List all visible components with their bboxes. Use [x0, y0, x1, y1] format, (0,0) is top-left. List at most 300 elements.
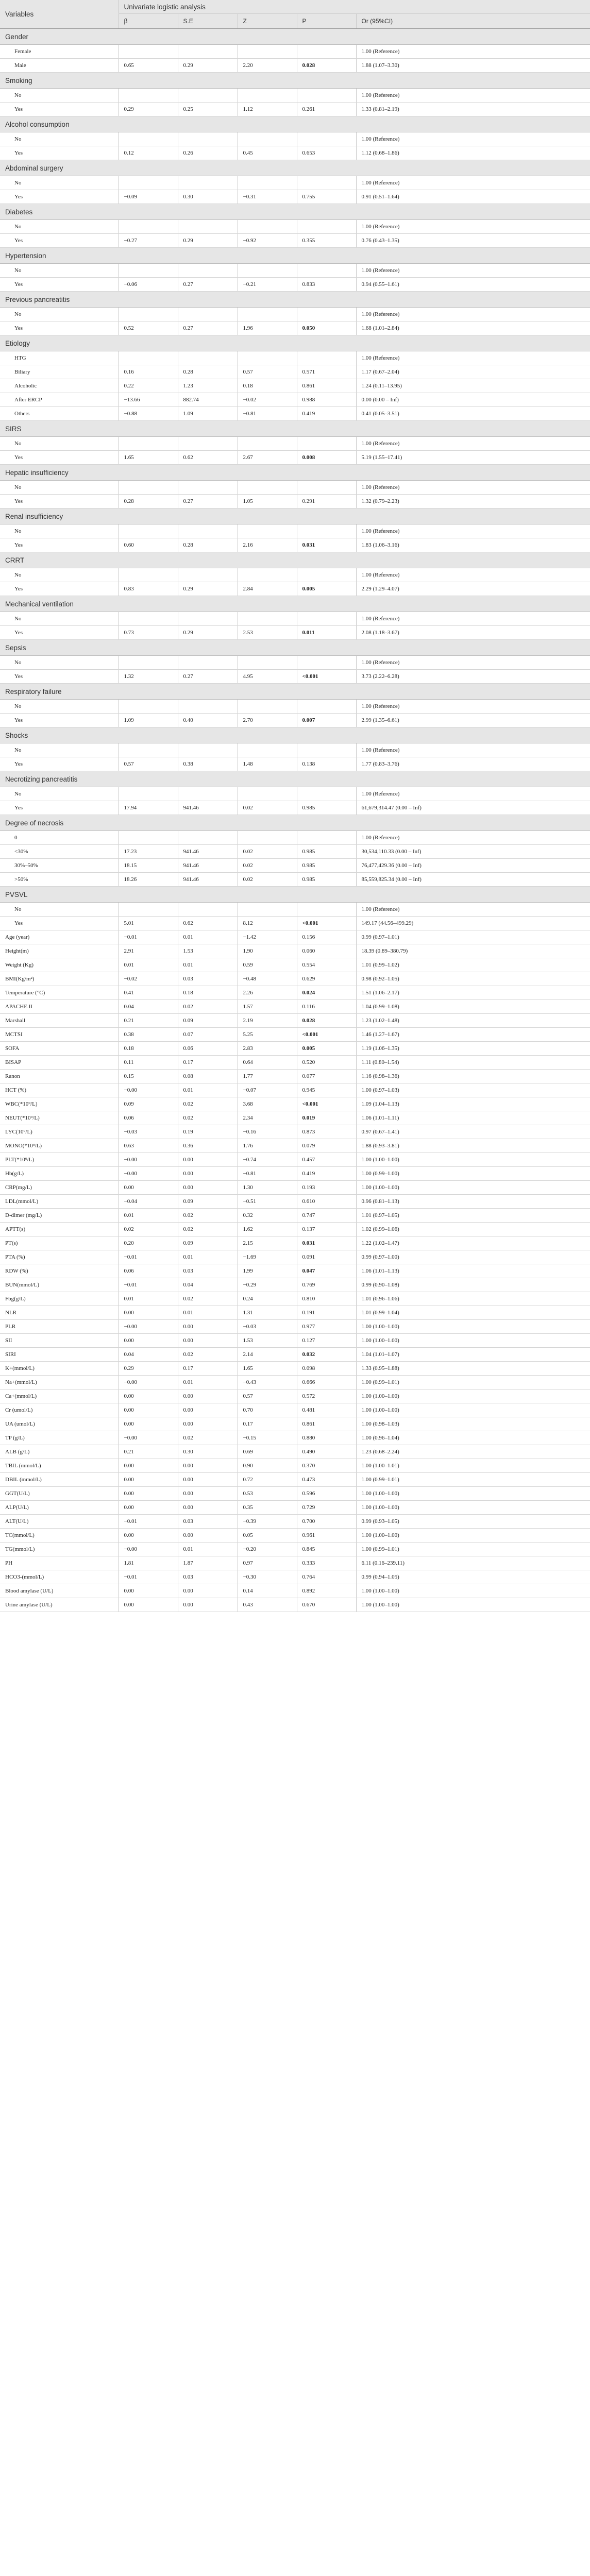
se-cell: 0.40	[178, 714, 238, 727]
z-cell: 0.90	[238, 1459, 297, 1473]
p-value-cell: 0.077	[297, 1070, 356, 1083]
se-cell: 0.00	[178, 1167, 238, 1181]
z-cell: 4.95	[238, 670, 297, 684]
p-value-cell: 0.892	[297, 1584, 356, 1598]
p-value-cell: 0.700	[297, 1515, 356, 1529]
z-cell: 0.70	[238, 1403, 297, 1417]
or-ci-cell: 1.00 (0.98–1.03)	[356, 1417, 590, 1431]
variable-label: TC(mmol/L)	[0, 1529, 119, 1543]
beta-cell: −0.06	[119, 278, 178, 292]
variable-label: Yes	[0, 801, 119, 815]
se-cell: 0.62	[178, 917, 238, 930]
p-value-cell: 0.596	[297, 1487, 356, 1501]
variable-label: SOFA	[0, 1042, 119, 1056]
beta-cell	[119, 264, 178, 278]
table-row	[0, 831, 590, 845]
z-cell: 0.97	[238, 1556, 297, 1570]
se-cell: 0.01	[178, 958, 238, 972]
z-cell: 0.43	[238, 1598, 297, 1612]
se-cell: 0.09	[178, 1236, 238, 1250]
or-ci-cell: 1.00 (Reference)	[356, 787, 590, 801]
table-row	[0, 1320, 590, 1334]
z-cell: 8.12	[238, 917, 297, 930]
z-cell: −0.30	[238, 1570, 297, 1584]
se-cell	[178, 89, 238, 103]
p-value-cell: 0.031	[297, 538, 356, 552]
or-ci-cell: 1.01 (0.97–1.05)	[356, 1209, 590, 1223]
se-cell: 0.09	[178, 1014, 238, 1028]
variable-label: No	[0, 656, 119, 670]
p-value-cell: 0.490	[297, 1445, 356, 1459]
p-value-cell: 0.355	[297, 234, 356, 248]
or-ci-cell: 1.46 (1.27–1.67)	[356, 1028, 590, 1042]
or-ci-cell: 1.00 (Reference)	[356, 612, 590, 626]
z-cell: 1.76	[238, 1139, 297, 1153]
se-cell: 1.09	[178, 407, 238, 421]
table-row	[0, 1515, 590, 1529]
or-ci-cell: 1.00 (0.99–1.01)	[356, 1473, 590, 1487]
table-row	[0, 972, 590, 986]
variable-label: Yes	[0, 626, 119, 640]
z-cell: −0.31	[238, 190, 297, 204]
se-cell: 0.27	[178, 321, 238, 335]
p-value-cell: 0.419	[297, 1167, 356, 1181]
p-value-cell: 0.047	[297, 1264, 356, 1278]
or-ci-cell: 1.01 (0.96–1.06)	[356, 1292, 590, 1306]
beta-cell: 17.94	[119, 801, 178, 815]
se-cell: 0.07	[178, 1028, 238, 1042]
variable-label: <30%	[0, 845, 119, 859]
section-title: Shocks	[0, 727, 590, 743]
table-row	[0, 582, 590, 596]
or-ci-cell: 1.09 (1.04–1.13)	[356, 1097, 590, 1111]
variable-label: Yes	[0, 670, 119, 684]
beta-cell: 0.60	[119, 538, 178, 552]
z-cell: 1.12	[238, 103, 297, 116]
table-row	[0, 1417, 590, 1431]
beta-cell: 0.00	[119, 1598, 178, 1612]
beta-cell: 0.15	[119, 1070, 178, 1083]
beta-cell	[119, 45, 178, 59]
p-value-cell: 0.005	[297, 582, 356, 596]
p-value-cell	[297, 700, 356, 714]
z-cell: 2.20	[238, 59, 297, 73]
se-cell: 0.62	[178, 451, 238, 465]
section-title: Previous pancreatitis	[0, 292, 590, 308]
section-title: PVSVL	[0, 887, 590, 903]
beta-cell: 0.83	[119, 582, 178, 596]
beta-cell: 0.20	[119, 1236, 178, 1250]
or-ci-cell: 76,477,429.36 (0.00 – Inf)	[356, 859, 590, 873]
variable-label: Yes	[0, 538, 119, 552]
p-value-cell: 0.571	[297, 365, 356, 379]
z-cell: 2.70	[238, 714, 297, 727]
or-ci-cell: 1.00 (Reference)	[356, 743, 590, 757]
table-row	[0, 958, 590, 972]
se-cell: 0.30	[178, 1445, 238, 1459]
beta-cell: 0.52	[119, 321, 178, 335]
variable-label: Male	[0, 59, 119, 73]
table-row	[0, 45, 590, 59]
p-value-cell: 0.011	[297, 626, 356, 640]
z-cell: 1.30	[238, 1181, 297, 1195]
variable-label: No	[0, 524, 119, 538]
section-header-row	[0, 335, 590, 351]
table-row	[0, 612, 590, 626]
beta-cell: 0.29	[119, 103, 178, 116]
p-value-cell: 0.755	[297, 190, 356, 204]
table-row	[0, 670, 590, 684]
table-row	[0, 190, 590, 204]
p-value-cell: 0.291	[297, 495, 356, 509]
variable-label: No	[0, 132, 119, 146]
or-ci-cell: 1.00 (0.99–1.01)	[356, 1543, 590, 1556]
beta-cell	[119, 903, 178, 917]
variable-label: TP (g/L)	[0, 1431, 119, 1445]
p-value-cell	[297, 220, 356, 234]
variable-label: Yes	[0, 321, 119, 335]
variable-label: ALP(U/L)	[0, 1501, 119, 1515]
beta-cell: 1.32	[119, 670, 178, 684]
z-cell	[238, 524, 297, 538]
variable-label: No	[0, 176, 119, 190]
variable-label: Yes	[0, 582, 119, 596]
table-row	[0, 757, 590, 771]
beta-cell: 0.00	[119, 1584, 178, 1598]
beta-cell: −0.00	[119, 1431, 178, 1445]
table-row	[0, 1181, 590, 1195]
se-cell	[178, 656, 238, 670]
variable-label: PT(s)	[0, 1236, 119, 1250]
beta-cell: 0.01	[119, 958, 178, 972]
or-ci-cell: 1.00 (Reference)	[356, 176, 590, 190]
se-cell	[178, 612, 238, 626]
beta-cell	[119, 351, 178, 365]
beta-cell: −0.00	[119, 1543, 178, 1556]
p-value-cell: 0.032	[297, 1348, 356, 1362]
p-value-cell: 0.653	[297, 146, 356, 160]
se-cell: 0.30	[178, 190, 238, 204]
se-cell: 0.25	[178, 103, 238, 116]
p-value-cell: 0.764	[297, 1570, 356, 1584]
z-cell: 2.15	[238, 1236, 297, 1250]
section-header-row	[0, 116, 590, 132]
table-row	[0, 1209, 590, 1223]
table-row	[0, 437, 590, 451]
beta-cell: 0.11	[119, 1056, 178, 1070]
or-header: Or (95%CI)	[356, 14, 590, 29]
or-ci-cell: 1.24 (0.11–13.95)	[356, 379, 590, 393]
variable-label: APTT(s)	[0, 1223, 119, 1236]
beta-cell: 0.12	[119, 146, 178, 160]
or-ci-cell: 1.00 (1.00–1.00)	[356, 1529, 590, 1543]
beta-cell: 0.00	[119, 1459, 178, 1473]
variable-label: GGT(U/L)	[0, 1487, 119, 1501]
beta-cell: −0.88	[119, 407, 178, 421]
se-cell: 0.03	[178, 1570, 238, 1584]
p-value-cell: 0.945	[297, 1083, 356, 1097]
or-ci-cell: 1.00 (Reference)	[356, 700, 590, 714]
table-row	[0, 1445, 590, 1459]
beta-cell: −0.00	[119, 1376, 178, 1389]
se-cell: 0.06	[178, 1042, 238, 1056]
z-cell: −0.07	[238, 1083, 297, 1097]
p-value-cell: 0.191	[297, 1306, 356, 1320]
z-cell: 1.31	[238, 1306, 297, 1320]
p-value-cell: 0.127	[297, 1334, 356, 1348]
z-cell: 2.19	[238, 1014, 297, 1028]
table-header	[0, 0, 590, 29]
se-cell: 0.28	[178, 365, 238, 379]
p-value-cell: 0.810	[297, 1292, 356, 1306]
se-cell: 0.01	[178, 1376, 238, 1389]
variable-label: Temperature (°C)	[0, 986, 119, 1000]
table-row	[0, 1042, 590, 1056]
variable-label: Yes	[0, 234, 119, 248]
variable-label: Urine amylase (U/L)	[0, 1598, 119, 1612]
p-value-cell: 0.007	[297, 714, 356, 727]
se-cell: 941.46	[178, 845, 238, 859]
variable-label: Blood amylase (U/L)	[0, 1584, 119, 1598]
p-value-cell: <0.001	[297, 670, 356, 684]
or-ci-cell: 85,559,825.34 (0.00 – Inf)	[356, 873, 590, 887]
section-header-row	[0, 509, 590, 524]
z-cell: 1.65	[238, 1362, 297, 1376]
z-cell: 2.83	[238, 1042, 297, 1056]
p-value-cell: 0.098	[297, 1362, 356, 1376]
se-cell	[178, 437, 238, 451]
beta-cell	[119, 220, 178, 234]
table-row	[0, 1028, 590, 1042]
p-value-cell	[297, 524, 356, 538]
or-ci-cell: 1.04 (1.01–1.07)	[356, 1348, 590, 1362]
se-cell: 0.27	[178, 278, 238, 292]
variable-label: Female	[0, 45, 119, 59]
or-ci-cell: 1.00 (0.97–1.03)	[356, 1083, 590, 1097]
se-cell: 0.02	[178, 1431, 238, 1445]
p-value-cell: 0.747	[297, 1209, 356, 1223]
or-ci-cell: 5.19 (1.55–17.41)	[356, 451, 590, 465]
p-value-cell: 0.138	[297, 757, 356, 771]
beta-cell	[119, 308, 178, 321]
p-value-cell: 0.985	[297, 859, 356, 873]
z-cell: 2.14	[238, 1348, 297, 1362]
beta-cell: −0.02	[119, 972, 178, 986]
z-cell: −0.51	[238, 1195, 297, 1209]
variable-label: SIRI	[0, 1348, 119, 1362]
or-ci-cell: 1.00 (Reference)	[356, 568, 590, 582]
z-cell: 0.02	[238, 801, 297, 815]
p-value-cell: 0.961	[297, 1529, 356, 1543]
beta-cell: 0.22	[119, 379, 178, 393]
p-value-cell	[297, 176, 356, 190]
section-title: Alcohol consumption	[0, 116, 590, 132]
table-row	[0, 1501, 590, 1515]
table-row	[0, 407, 590, 421]
z-cell	[238, 264, 297, 278]
se-cell: 0.27	[178, 495, 238, 509]
se-cell: 0.02	[178, 1223, 238, 1236]
variable-label: Others	[0, 407, 119, 421]
z-cell: 5.25	[238, 1028, 297, 1042]
table-row	[0, 379, 590, 393]
p-value-cell: 0.861	[297, 1417, 356, 1431]
se-cell: 0.01	[178, 1250, 238, 1264]
p-value-cell	[297, 903, 356, 917]
p-value-cell: 0.005	[297, 1042, 356, 1056]
z-cell: 0.32	[238, 1209, 297, 1223]
table-row	[0, 89, 590, 103]
section-header-row	[0, 815, 590, 831]
or-ci-cell: 1.11 (0.80–1.54)	[356, 1056, 590, 1070]
se-cell: 1.23	[178, 379, 238, 393]
se-cell: 0.36	[178, 1139, 238, 1153]
table-row	[0, 1125, 590, 1139]
or-ci-cell: 1.00 (1.00–1.01)	[356, 1459, 590, 1473]
p-value-cell: 0.880	[297, 1431, 356, 1445]
or-ci-cell: 1.00 (Reference)	[356, 903, 590, 917]
beta-cell: 0.00	[119, 1473, 178, 1487]
variable-label: No	[0, 612, 119, 626]
se-cell: 1.53	[178, 944, 238, 958]
beta-cell: 0.00	[119, 1501, 178, 1515]
variable-label: No	[0, 308, 119, 321]
se-cell: 0.00	[178, 1459, 238, 1473]
variable-label: Height(m)	[0, 944, 119, 958]
beta-cell: 0.06	[119, 1111, 178, 1125]
z-cell: 3.68	[238, 1097, 297, 1111]
se-cell: 0.17	[178, 1362, 238, 1376]
section-title: Sepsis	[0, 640, 590, 656]
se-cell: 0.28	[178, 538, 238, 552]
p-value-cell: 0.419	[297, 407, 356, 421]
or-ci-cell: 1.00 (Reference)	[356, 220, 590, 234]
z-cell: 0.69	[238, 1445, 297, 1459]
section-title: CRRT	[0, 552, 590, 568]
or-ci-cell: 1.00 (1.00–1.00)	[356, 1584, 590, 1598]
or-ci-cell: 1.00 (Reference)	[356, 481, 590, 495]
z-cell: 0.17	[238, 1417, 297, 1431]
variable-label: No	[0, 787, 119, 801]
variable-label: Na+(mmol/L)	[0, 1376, 119, 1389]
table-row	[0, 220, 590, 234]
or-ci-cell: 1.16 (0.98–1.36)	[356, 1070, 590, 1083]
section-title: Necrotizing pancreatitis	[0, 771, 590, 787]
p-value-cell: 0.193	[297, 1181, 356, 1195]
or-ci-cell: 1.01 (0.99–1.02)	[356, 958, 590, 972]
se-cell: 0.00	[178, 1403, 238, 1417]
or-ci-cell: 0.97 (0.67–1.41)	[356, 1125, 590, 1139]
table-row	[0, 1529, 590, 1543]
table-row	[0, 700, 590, 714]
beta-cell: 17.23	[119, 845, 178, 859]
z-cell	[238, 45, 297, 59]
section-title: Hypertension	[0, 248, 590, 264]
or-ci-cell: 1.51 (1.06–2.17)	[356, 986, 590, 1000]
se-cell: 0.02	[178, 1209, 238, 1223]
z-cell	[238, 903, 297, 917]
or-ci-cell: 1.33 (0.81–2.19)	[356, 103, 590, 116]
z-cell: −0.39	[238, 1515, 297, 1529]
or-ci-cell: 1.00 (Reference)	[356, 524, 590, 538]
table-row	[0, 714, 590, 727]
or-ci-cell: 1.23 (0.68–2.24)	[356, 1445, 590, 1459]
beta-cell: −0.00	[119, 1083, 178, 1097]
section-header-row	[0, 552, 590, 568]
or-ci-cell: 0.41 (0.05–3.51)	[356, 407, 590, 421]
z-cell: 1.05	[238, 495, 297, 509]
se-cell	[178, 903, 238, 917]
table-row	[0, 538, 590, 552]
se-cell: 941.46	[178, 801, 238, 815]
se-cell: 0.29	[178, 626, 238, 640]
variable-label: NLR	[0, 1306, 119, 1320]
z-cell: 1.96	[238, 321, 297, 335]
beta-cell: 0.38	[119, 1028, 178, 1042]
variable-label: Age (year)	[0, 930, 119, 944]
z-cell: −0.29	[238, 1278, 297, 1292]
section-header-row	[0, 771, 590, 787]
z-cell: 2.26	[238, 986, 297, 1000]
table-row	[0, 1167, 590, 1181]
variable-label: No	[0, 220, 119, 234]
variable-label: No	[0, 700, 119, 714]
beta-cell: −0.00	[119, 1153, 178, 1167]
beta-cell: 0.41	[119, 986, 178, 1000]
p-value-cell: 0.985	[297, 845, 356, 859]
p-value-cell: 0.629	[297, 972, 356, 986]
beta-cell: 0.01	[119, 1209, 178, 1223]
beta-cell: −0.04	[119, 1195, 178, 1209]
z-cell: 0.05	[238, 1529, 297, 1543]
z-cell: 2.16	[238, 538, 297, 552]
table-row	[0, 930, 590, 944]
p-value-cell: 0.610	[297, 1195, 356, 1209]
z-cell: 1.62	[238, 1223, 297, 1236]
se-cell: 0.03	[178, 1515, 238, 1529]
z-cell: 1.99	[238, 1264, 297, 1278]
se-cell	[178, 45, 238, 59]
table-row	[0, 1111, 590, 1125]
or-ci-cell: 1.00 (0.99–1.00)	[356, 1167, 590, 1181]
section-title: Renal insufficiency	[0, 509, 590, 524]
p-value-cell	[297, 612, 356, 626]
or-ci-cell: 0.96 (0.81–1.13)	[356, 1195, 590, 1209]
variable-label: MCTSI	[0, 1028, 119, 1042]
or-ci-cell: 1.68 (1.01–2.84)	[356, 321, 590, 335]
or-ci-cell: 2.08 (1.18–3.67)	[356, 626, 590, 640]
p-value-cell	[297, 132, 356, 146]
se-cell: 0.08	[178, 1070, 238, 1083]
table-row	[0, 1223, 590, 1236]
p-value-cell: 0.985	[297, 873, 356, 887]
se-cell	[178, 481, 238, 495]
or-ci-cell: 1.77 (0.83–3.76)	[356, 757, 590, 771]
beta-cell: 0.09	[119, 1097, 178, 1111]
variable-label: ALT(U/L)	[0, 1515, 119, 1529]
p-value-cell: 0.028	[297, 1014, 356, 1028]
z-cell: −0.81	[238, 407, 297, 421]
z-cell	[238, 743, 297, 757]
or-ci-cell: 1.00 (1.00–1.00)	[356, 1320, 590, 1334]
table-row	[0, 626, 590, 640]
table-row	[0, 1153, 590, 1167]
se-cell: 0.17	[178, 1056, 238, 1070]
z-cell: 0.02	[238, 845, 297, 859]
p-value-cell: 0.572	[297, 1389, 356, 1403]
or-ci-cell: 1.00 (1.00–1.00)	[356, 1389, 590, 1403]
or-ci-cell: 1.00 (1.00–1.00)	[356, 1181, 590, 1195]
